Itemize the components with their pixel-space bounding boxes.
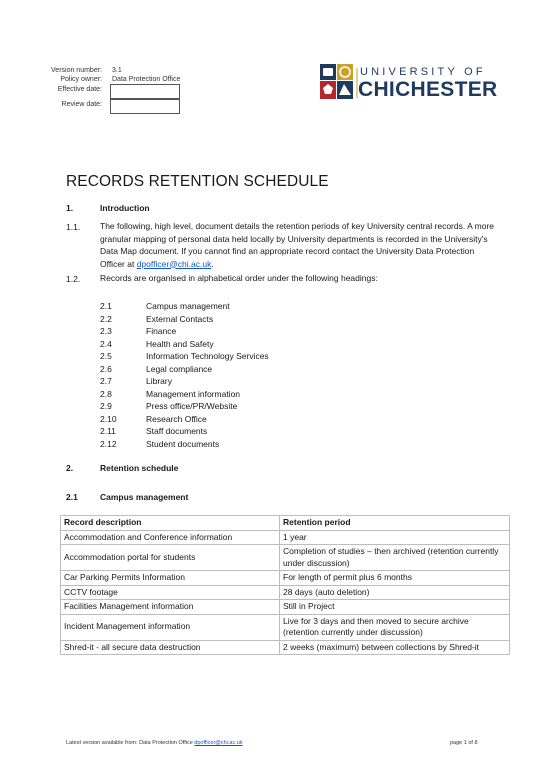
table-row [61, 571, 510, 586]
list-item-number: 2.5 [100, 351, 112, 361]
list-item-number: 2.6 [100, 363, 112, 374]
section-2-1-heading: Campus management [100, 492, 189, 502]
list-item-title: Campus management [146, 301, 230, 311]
section-2-1-number: 2.1 [66, 492, 78, 502]
list-item [100, 313, 360, 326]
para-1-1-end: . [211, 258, 214, 269]
section-2-heading: Retention schedule [100, 463, 179, 473]
table-row [61, 545, 510, 571]
list-item [100, 425, 360, 438]
list-item-number: 2.4 [100, 338, 112, 349]
table-cell: Car Parking Permits Information [61, 571, 280, 586]
table-header-row [61, 516, 510, 531]
para-1-2-text: Records are organised in alphabetical order under the following headings: [100, 273, 378, 283]
list-item [100, 438, 360, 451]
footer-source [66, 740, 243, 746]
list-item [100, 388, 360, 401]
list-item-title: Finance [146, 326, 177, 336]
list-item-number: 2.7 [100, 376, 112, 386]
list-item-title: Information Technology Services [146, 351, 269, 361]
list-item-title: Legal compliance [146, 363, 213, 374]
table-row [61, 585, 510, 600]
list-item-title: Health and Safety [146, 338, 214, 349]
table-cell: Shred-it - all secure data destruction [61, 640, 280, 655]
section-1-heading: Introduction [100, 203, 150, 213]
version-label: Version number: [51, 67, 102, 74]
policy-owner-label: Policy owner: [60, 76, 102, 83]
para-1-1-number: 1.1. [66, 222, 81, 232]
para-1-1-text [100, 220, 500, 270]
list-item-title: Student documents [146, 438, 220, 449]
para-1-2-number: 1.2. [66, 274, 81, 284]
table-cell: 28 days (auto deletion) [280, 585, 510, 600]
list-item-title: Library [146, 376, 172, 386]
effective-date-label: Effective date: [57, 86, 102, 93]
list-item-number: 2.3 [100, 326, 112, 336]
table-cell: Live for 3 days and then moved to secure archive (retention currently under discussion) [280, 614, 510, 640]
table-cell: Still in Project [280, 600, 510, 615]
column-header: Retention period [280, 516, 510, 531]
list-item [100, 350, 360, 363]
logo-university-of: UNIVERSITY OF [360, 66, 486, 78]
table-cell: Accommodation and Conference information [61, 530, 280, 545]
table-row [61, 600, 510, 615]
policy-owner-value: Data Protection Office [112, 76, 181, 83]
list-item [100, 338, 360, 351]
page-title: RECORDS RETENTION SCHEDULE [66, 173, 329, 190]
list-item-title: Press office/PR/Website [146, 401, 238, 411]
table-row [61, 614, 510, 640]
version-value: 3.1 [112, 67, 122, 74]
page-number: page 1 of 8 [450, 740, 478, 746]
list-item [100, 363, 360, 376]
list-item-title: External Contacts [146, 313, 214, 324]
retention-table [60, 515, 510, 655]
table-cell: 1 year [280, 530, 510, 545]
list-item [100, 325, 360, 338]
list-item-title: Management information [146, 388, 241, 399]
list-item [100, 300, 360, 313]
list-item [100, 400, 360, 413]
list-item-number: 2.10 [100, 413, 117, 424]
list-item [100, 413, 360, 426]
list-item-number: 2.11 [100, 426, 116, 436]
list-item [100, 375, 360, 388]
section-1-number: 1. [66, 203, 74, 213]
table-row [61, 530, 510, 545]
table-cell: Completion of studies – then archived (retention currently under discussion) [280, 545, 510, 571]
list-item-number: 2.9 [100, 401, 112, 411]
dpo-email-link[interactable]: dpofficer@chi.ac.uk [136, 258, 212, 269]
column-header: Record description [61, 516, 280, 531]
footer-source-text: Latest version available from: Data Protection Office [66, 740, 195, 746]
list-item-title: Staff documents [146, 426, 208, 436]
section-2-number: 2. [66, 463, 74, 473]
list-item-number: 2.2 [100, 313, 112, 324]
table-cell: Accommodation portal for students [61, 545, 280, 571]
list-item-title: Research Office [146, 413, 207, 424]
logo-chichester: CHICHESTER [358, 78, 498, 101]
footer-email-link[interactable]: dpofficer@chi.ac.uk [194, 740, 243, 746]
list-item-number: 2.8 [100, 388, 112, 399]
list-item-number: 2.1 [100, 301, 112, 311]
headings-list [100, 300, 360, 450]
table-cell: For length of permit plus 6 months [280, 571, 510, 586]
effective-date-box [110, 84, 180, 99]
review-date-label: Review date: [61, 101, 102, 108]
list-item-number: 2.12 [100, 438, 117, 449]
table-cell: 2 weeks (maximum) between collections by Shred-it [280, 640, 510, 655]
review-date-box [110, 99, 180, 114]
para-1-1-body: The following, high level, document details the retention periods of key University central records. A more granular mapping of personal data held locally by University departments is recorded in the University's Data Map document. If you cannot find an appropriate record contact the University Data Protection Officer at [100, 221, 495, 269]
table-cell: CCTV footage [61, 585, 280, 600]
table-cell: Incident Management information [61, 614, 280, 640]
table-cell: Facilities Management information [61, 600, 280, 615]
table-row [61, 640, 510, 655]
